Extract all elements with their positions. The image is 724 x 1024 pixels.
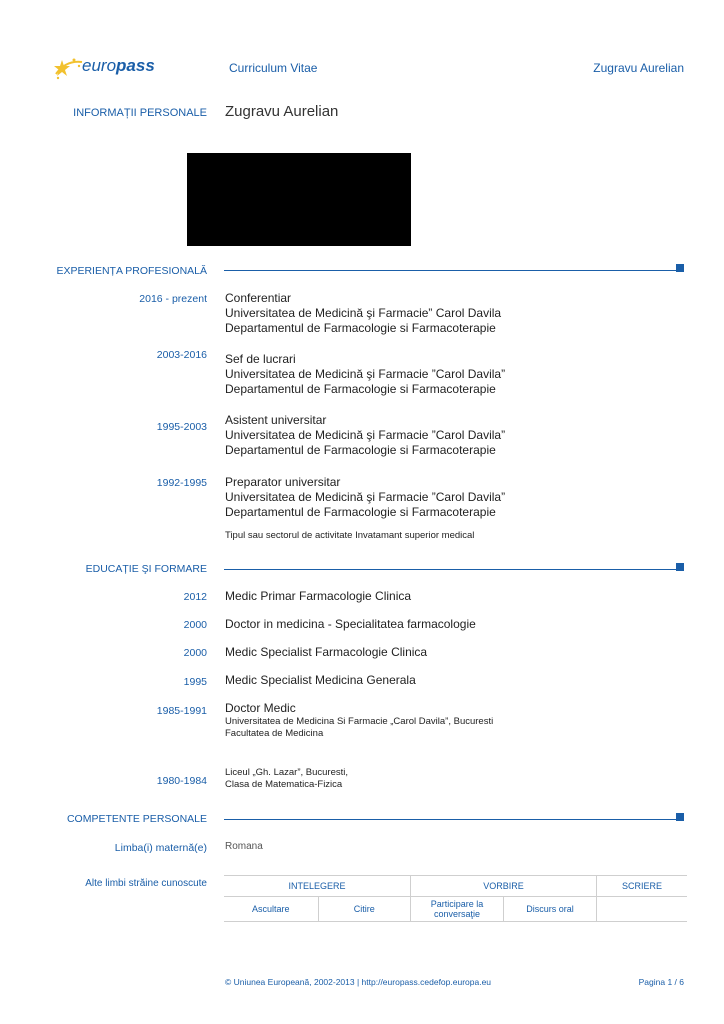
edu-title: Medic Specialist Medicina Generala — [225, 673, 416, 687]
exp-dept: Departamentul de Farmacologie si Farmacoterapie — [225, 321, 496, 335]
section-divider — [224, 270, 676, 271]
exp-org: Universitatea de Medicină şi Farmacie ”Carol Davila” — [225, 490, 506, 504]
edu-title: Doctor in medicina - Specialitatea farmacologie — [225, 617, 476, 631]
redacted-photo — [187, 153, 411, 246]
edu-entry — [225, 767, 348, 791]
section-marker — [676, 264, 684, 272]
col-production: Discurs oral — [504, 897, 597, 922]
edu-year: 2012 — [183, 591, 207, 603]
competences-section-label: COMPETENTE PERSONALE — [66, 813, 207, 825]
section-divider — [224, 569, 676, 570]
experience-section-label: EXPERIENȚA PROFESIONALĂ — [56, 265, 207, 277]
doc-type-label: Curriculum Vitae — [229, 61, 318, 75]
other-languages-label: Alte limbi străine cunoscute — [85, 878, 207, 889]
col-writing-empty — [597, 897, 688, 922]
edu-school: Liceul „Gh. Lazar”, Bucuresti, — [225, 767, 349, 778]
language-table — [224, 875, 687, 922]
header-understanding: INTELEGERE — [224, 876, 411, 897]
edu-year: 1995 — [183, 676, 207, 688]
logo-wordmark: europass — [82, 56, 155, 75]
europass-logo — [52, 54, 162, 82]
exp-org: Universitatea de Medicină şi Farmacie ”Carol Davila” — [225, 367, 506, 381]
edu-institution: Universitatea de Medicina Si Farmacie „Carol Davila”, Bucuresti — [225, 716, 494, 727]
mother-tongue-label: Limba(i) maternă(e) — [114, 842, 207, 854]
exp-period: 1992-1995 — [156, 477, 207, 489]
mother-tongue-value: Romana — [225, 841, 263, 852]
section-marker — [676, 813, 684, 821]
exp-title: Conferentiar — [225, 291, 292, 305]
col-reading: Citire — [318, 897, 411, 922]
col-interaction: Participare la conversaţie — [411, 897, 504, 922]
exp-dept: Departamentul de Farmacologie si Farmacoterapie — [225, 443, 496, 457]
exp-entry — [225, 413, 505, 458]
section-divider — [224, 819, 676, 820]
edu-title: Medic Primar Farmacologie Clinica — [225, 589, 412, 603]
edu-title: Doctor Medic — [225, 701, 296, 715]
exp-dept: Departamentul de Farmacologie si Farmacoterapie — [225, 382, 496, 396]
edu-class: Clasa de Matematica-Fizica — [225, 779, 343, 790]
footer-copyright: © Uniunea Europeană, 2002-2013 | http://europass.cedefop.europa.eu — [225, 977, 492, 987]
edu-faculty: Facultatea de Medicina — [225, 728, 324, 739]
exp-period: 1995-2003 — [156, 421, 207, 433]
exp-dept: Departamentul de Farmacologie si Farmacoterapie — [225, 505, 496, 519]
edu-year: 1980-1984 — [156, 775, 207, 787]
exp-org: Universitatea de Medicină şi Farmacie” Carol Davila — [225, 306, 502, 320]
sector-note: Tipul sau sectorul de activitate Invatamant superior medical — [225, 530, 475, 541]
exp-period: 2003-2016 — [156, 349, 207, 361]
exp-entry — [225, 352, 505, 397]
header-writing: SCRIERE — [597, 876, 688, 897]
page-number: Pagina 1 / 6 — [638, 977, 684, 987]
header-name: Zugravu Aurelian — [593, 61, 684, 75]
exp-entry — [225, 291, 501, 336]
section-marker — [676, 563, 684, 571]
exp-entry — [225, 475, 505, 520]
europass-star-icon — [52, 54, 86, 82]
edu-year: 2000 — [183, 619, 207, 631]
col-listening: Ascultare — [224, 897, 318, 922]
person-name: Zugravu Aurelian — [225, 103, 339, 120]
header-speaking: VORBIRE — [411, 876, 597, 897]
exp-title: Preparator universitar — [225, 475, 341, 489]
edu-title: Medic Specialist Farmacologie Clinica — [225, 645, 428, 659]
edu-year: 1985-1991 — [156, 705, 207, 717]
exp-period: 2016 - prezent — [139, 293, 207, 305]
exp-title: Asistent universitar — [225, 413, 327, 427]
edu-entry — [225, 701, 493, 740]
edu-year: 2000 — [183, 647, 207, 659]
exp-org: Universitatea de Medicină şi Farmacie ”Carol Davila” — [225, 428, 506, 442]
exp-title: Sef de lucrari — [225, 352, 296, 366]
personal-info-label: INFORMAȚII PERSONALE — [73, 107, 207, 119]
education-section-label: EDUCAȚIE ŞI FORMARE — [85, 563, 207, 575]
